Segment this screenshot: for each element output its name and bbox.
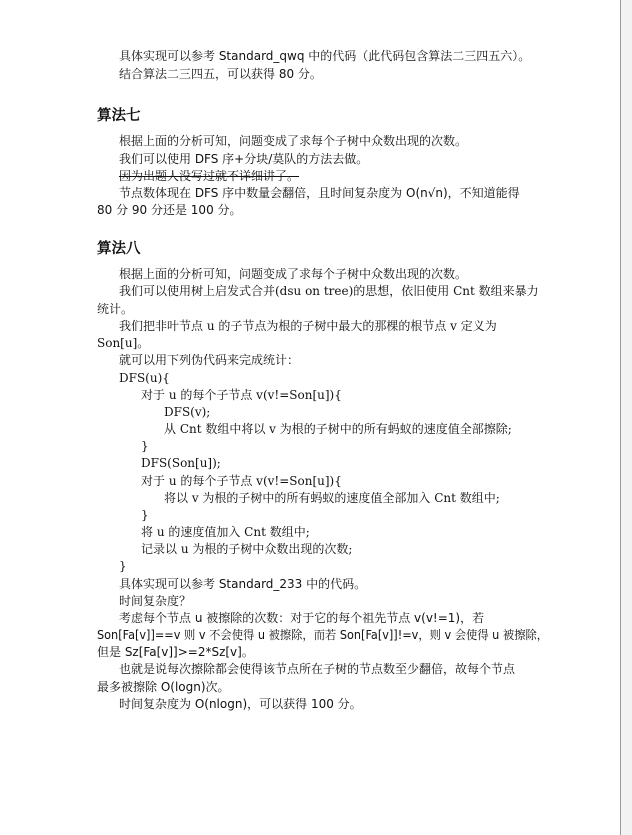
text-line: 节点数体现在 DFS 序中数量会翻倍，且时间复杂度为 O(n√n)，不知道能得 — [119, 186, 520, 200]
text-line: 80 分 90 分还是 100 分。 — [97, 203, 242, 217]
text-line: 我们把非叶节点 u 的子节点为根的子树中最大的那棵的根节点 v 定义为 — [119, 319, 497, 333]
code-line: 对于 u 的每个子节点 v(v!=Son[u]){ — [141, 474, 342, 488]
text-line: 最多被擦除 O(logn)次。 — [97, 680, 230, 694]
text-line: 结合算法二三四五，可以获得 80 分。 — [119, 67, 322, 81]
code-line: 对于 u 的每个子节点 v(v!=Son[u]){ — [141, 388, 342, 402]
code-line: DFS(u){ — [119, 371, 170, 385]
text-line: 具体实现可以参考 Standard_qwq 中的代码（此代码包含算法二三四五六）。 — [119, 49, 531, 63]
text-line: 根据上面的分析可知，问题变成了求每个子树中众数出现的次数。 — [119, 134, 468, 148]
text-line: 根据上面的分析可知，问题变成了求每个子树中众数出现的次数。 — [119, 267, 468, 281]
code-line: 将以 v 为根的子树中的所有蚂蚁的速度值全部加入 Cnt 数组中; — [164, 491, 500, 505]
text-line: 我们可以使用 DFS 序+分块/莫队的方法去做。 — [119, 152, 369, 166]
text-line: 时间复杂度？ — [119, 594, 192, 608]
text-line: 但是 Sz[Fa[v]]>=2*Sz[v]。 — [97, 645, 254, 659]
code-line: 将 u 的速度值加入 Cnt 数组中; — [141, 525, 310, 539]
section-heading-algorithm-8: 算法八 — [97, 240, 141, 257]
text-line: 也就是说每次擦除都会使得该节点所在子树的节点数至少翻倍，故每个节点 — [119, 662, 516, 676]
code-line: DFS(Son[u]); — [141, 456, 221, 470]
text-line: 具体实现可以参考 Standard_233 中的代码。 — [119, 577, 367, 591]
code-line: 从 Cnt 数组中将以 v 为根的子树中的所有蚂蚁的速度值全部擦除; — [164, 422, 512, 436]
text-line: 时间复杂度为 O(nlogn)，可以获得 100 分。 — [119, 697, 362, 711]
text-line: Son[Fa[v]]==v 则 v 不会使得 u 被擦除，而若 Son[Fa[v]]!=v，则 v 会使得 u 被擦除， — [97, 628, 549, 642]
viewer-gutter — [621, 0, 632, 835]
code-line: } — [119, 559, 127, 573]
code-line: } — [141, 439, 149, 453]
code-line: 记录以 u 为根的子树中众数出现的次数; — [141, 542, 353, 556]
text-line: 考虑每个节点 u 被擦除的次数：对于它的每个祖先节点 v(v!=1)，若 — [119, 611, 485, 625]
text-line: 就可以用下列伪代码来完成统计： — [119, 353, 300, 367]
text-line: 统计。 — [97, 302, 134, 316]
code-line: DFS(v); — [164, 405, 211, 419]
code-line: } — [141, 508, 149, 522]
text-line: Son[u]。 — [97, 336, 150, 350]
section-heading-algorithm-7: 算法七 — [97, 107, 141, 124]
struck-text-line: 因为出题人没写过就不详细讲了。 — [119, 169, 300, 183]
text-line: 我们可以使用树上启发式合并(dsu on tree)的思想，依旧使用 Cnt 数组来暴力 — [119, 284, 539, 298]
